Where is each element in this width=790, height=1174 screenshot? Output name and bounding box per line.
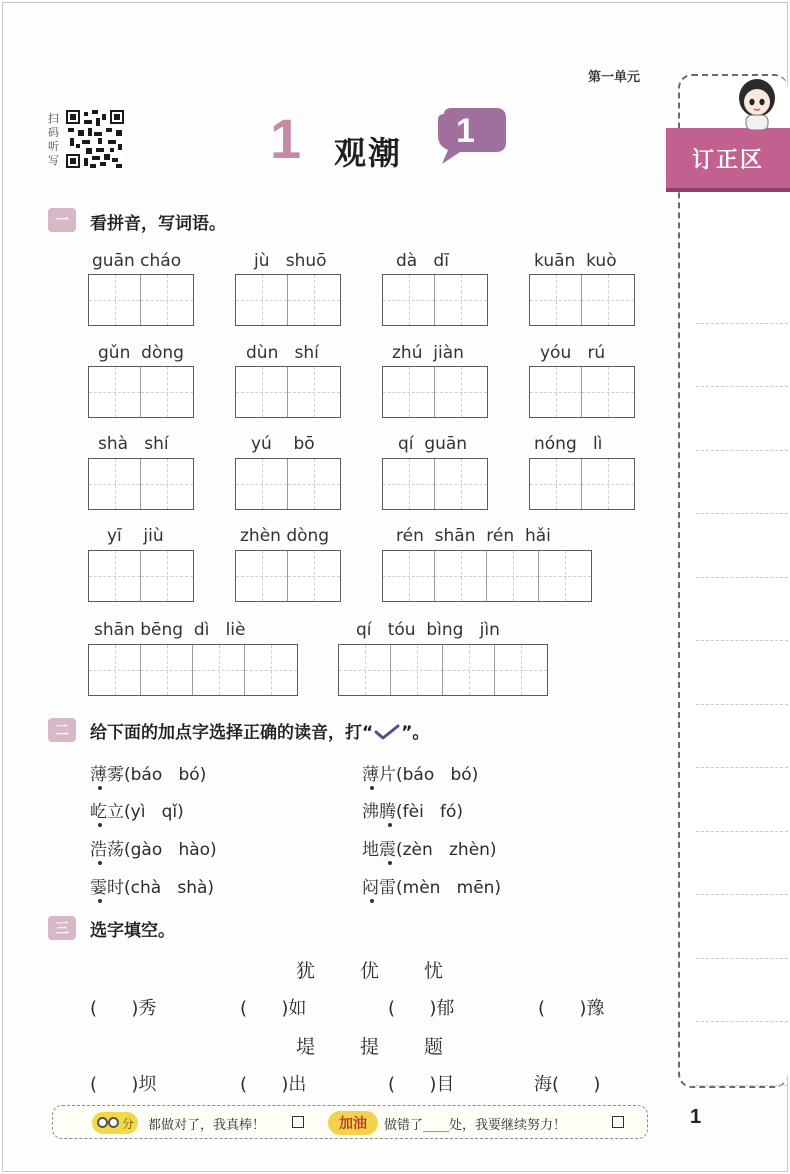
pinyin: rén shān rén hǎi	[396, 526, 551, 546]
period-badge	[430, 106, 508, 166]
emphasis-dot	[98, 899, 102, 903]
pinyin: jù shuō	[254, 251, 327, 271]
candidate-char: 题	[424, 1036, 444, 1058]
page-number: 1	[690, 1106, 702, 1128]
choice-item[interactable]: 沸腾(fèi fó)	[362, 802, 464, 822]
section-2-title-before: 给下面的加点字选择正确的读音，打“	[90, 723, 374, 743]
emphasis-dot	[388, 861, 392, 865]
choice-item[interactable]: 浩荡(gào hào)	[90, 840, 217, 860]
emphasis-dot	[388, 823, 392, 827]
writing-grid[interactable]	[88, 366, 194, 418]
candidate-char: 堤	[296, 1036, 316, 1058]
fill-blank[interactable]: ( )目	[388, 1074, 455, 1095]
choice-item[interactable]: 闷雷(mèn mēn)	[362, 878, 502, 898]
mistakes-checkbox[interactable]	[612, 1116, 624, 1128]
checkmark-icon	[373, 723, 401, 741]
writing-grid[interactable]	[88, 274, 194, 326]
full-score-label: 分	[122, 1117, 135, 1131]
writing-grid[interactable]	[382, 458, 488, 510]
writing-grid[interactable]	[529, 274, 635, 326]
girl-illustration-icon	[734, 76, 780, 130]
pinyin: yī jiù	[107, 526, 164, 546]
pinyin: nóng lì	[534, 434, 603, 454]
writing-grid[interactable]	[529, 458, 635, 510]
mistakes-text: 做错了____处，我要继续努力！	[384, 1118, 567, 1133]
pinyin: gǔn dòng	[98, 343, 184, 363]
section-2-badge: 二	[48, 718, 76, 742]
correction-area-label: 订正区	[666, 128, 790, 188]
all-correct-text: 都做对了，我真棒！	[148, 1118, 266, 1133]
pinyin: qí tóu bìng jìn	[356, 620, 500, 640]
emphasis-dot	[98, 823, 102, 827]
writing-grid[interactable]	[382, 274, 488, 326]
candidate-char: 提	[360, 1036, 380, 1058]
writing-grid[interactable]	[88, 644, 298, 696]
fill-blank[interactable]: ( )郁	[388, 998, 455, 1019]
choice-item[interactable]: 地震(zèn zhèn)	[362, 840, 497, 860]
pinyin: zhú jiàn	[392, 343, 464, 363]
writing-grid[interactable]	[382, 550, 592, 602]
writing-grid[interactable]	[529, 366, 635, 418]
pinyin: shān bēng dì liè	[94, 620, 246, 640]
pinyin: yú bō	[251, 434, 315, 454]
fill-blank[interactable]: ( )豫	[538, 998, 605, 1019]
writing-grid[interactable]	[382, 366, 488, 418]
period-number: 1	[456, 112, 475, 150]
eye-icon	[97, 1117, 108, 1128]
correction-lines	[696, 260, 788, 1086]
section-1-title: 看拼音，写词语。	[90, 214, 226, 234]
pinyin: shà shí	[98, 434, 169, 454]
pinyin: dùn shí	[246, 343, 319, 363]
qr-code-icon[interactable]	[66, 110, 124, 168]
writing-grid[interactable]	[235, 274, 341, 326]
pinyin: dà dī	[396, 251, 449, 271]
unit-label: 第一单元	[588, 70, 641, 85]
section-3-title: 选字填空。	[90, 921, 175, 941]
emphasis-dot	[98, 861, 102, 865]
pinyin: qí guān	[398, 434, 468, 454]
fill-blank[interactable]: ( )秀	[90, 998, 157, 1019]
keep-going-badge: 加油	[328, 1111, 378, 1135]
pinyin: zhèn dòng	[240, 526, 330, 546]
section-3-badge: 三	[48, 916, 76, 940]
pinyin: guān cháo	[92, 251, 182, 271]
choice-item[interactable]: 霎时(chà shà)	[90, 878, 215, 898]
fill-blank[interactable]: ( )坝	[90, 1074, 157, 1095]
emphasis-dot	[370, 786, 374, 790]
lesson-number: 1	[270, 107, 302, 170]
fill-blank[interactable]: ( )出	[240, 1074, 307, 1095]
all-correct-checkbox[interactable]	[292, 1116, 304, 1128]
eye-icon	[108, 1117, 119, 1128]
candidate-char: 忧	[424, 960, 444, 982]
writing-grid[interactable]	[88, 550, 194, 602]
emphasis-dot	[98, 786, 102, 790]
choice-item[interactable]: 薄片(báo bó)	[362, 765, 479, 785]
writing-grid[interactable]	[235, 366, 341, 418]
candidate-char: 优	[360, 960, 380, 982]
fill-blank[interactable]: ( )如	[240, 998, 307, 1019]
qr-label: 扫码听写	[48, 112, 59, 167]
full-score-badge	[92, 1112, 138, 1134]
section-2-title	[90, 718, 429, 743]
section-1-badge: 一	[48, 208, 76, 232]
writing-grid[interactable]	[235, 458, 341, 510]
writing-grid[interactable]	[235, 550, 341, 602]
emphasis-dot	[370, 899, 374, 903]
lesson-title: 观潮	[334, 134, 403, 172]
candidate-char: 犹	[296, 960, 316, 982]
pinyin: kuān kuò	[534, 251, 617, 271]
writing-grid[interactable]	[88, 458, 194, 510]
writing-grid[interactable]	[338, 644, 548, 696]
pinyin: yóu rú	[540, 343, 606, 363]
choice-item[interactable]: 屹立(yì qǐ)	[90, 802, 184, 822]
section-2-title-after: ”。	[401, 723, 430, 743]
fill-blank[interactable]: 海( )	[534, 1074, 601, 1095]
choice-item[interactable]: 薄雾(báo bó)	[90, 765, 207, 785]
